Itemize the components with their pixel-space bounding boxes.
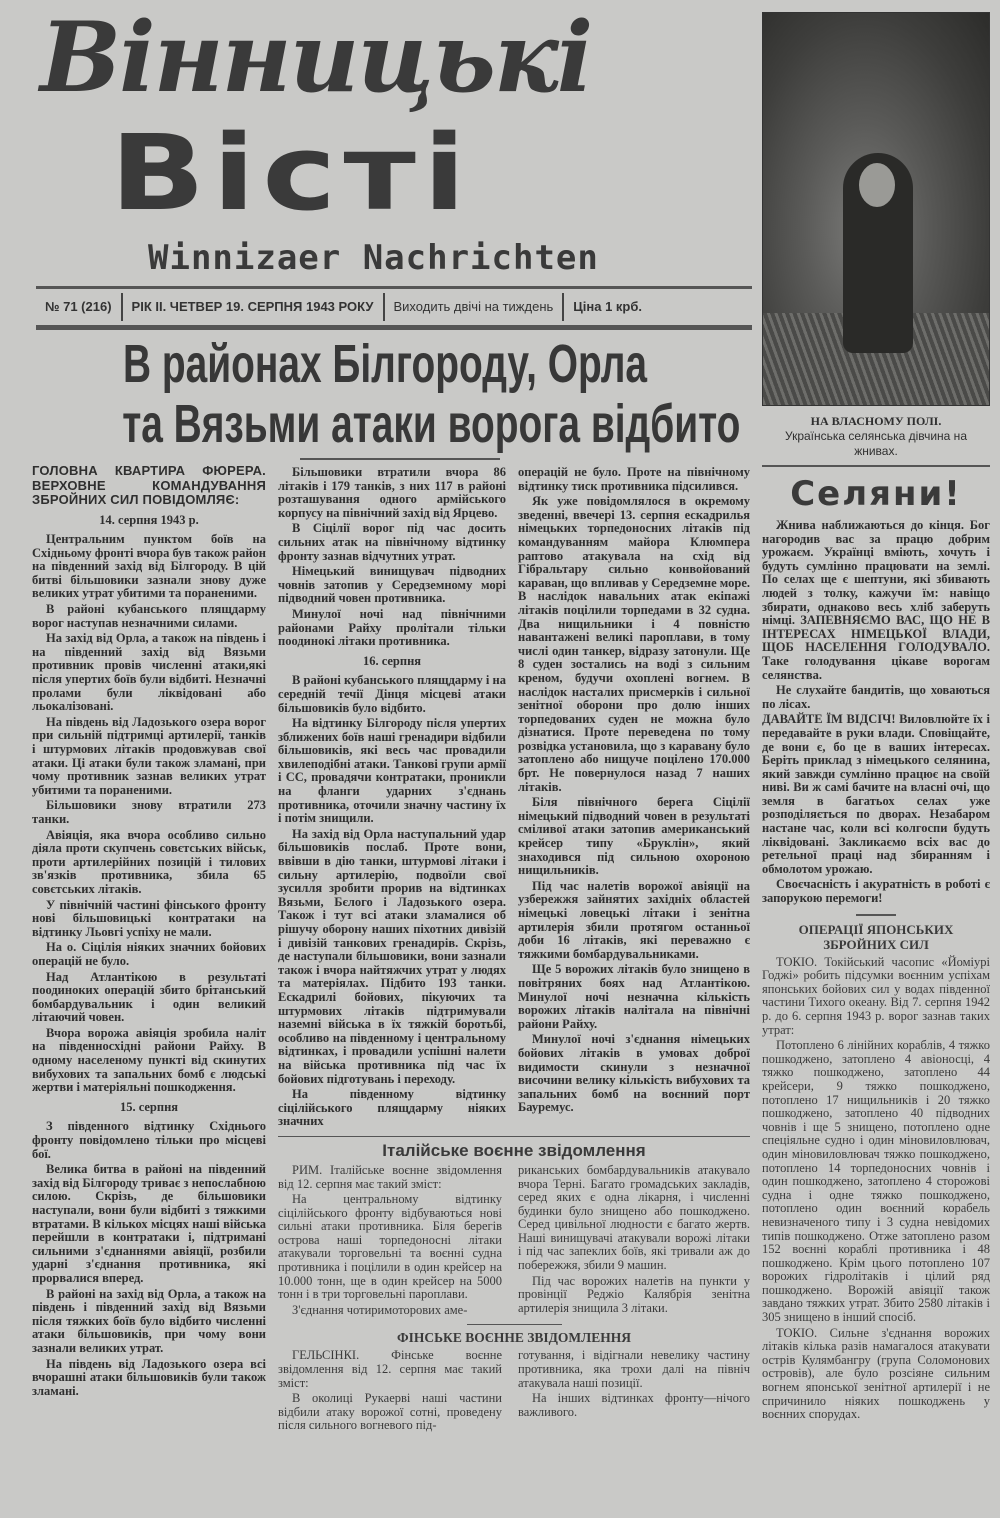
paragraph: Минулої ночі над північними районами Райху пролітали тільки поодинокі літаки противника. (278, 606, 506, 649)
appeal-divider (856, 914, 896, 916)
paragraph: На захід від Орла, а також на південь і на південний захід від Вязьми противник провів численні атаки,які після упертих боїв були відбиті. Незначні пролами були ліквідовані або льокалізовані. (32, 631, 266, 714)
paragraph: ГЕЛЬСІНКІ. Фінське воєнне звідомлення від 12. серпня має такий зміст: (278, 1348, 502, 1390)
paragraph: В Сіцілії ворог під час досить сильних атак на північному відтинку фронту зазнав відчутних утрат. (278, 521, 506, 563)
paragraph: На о. Сіцілія ніяких значних бойових операцій не було. (32, 940, 266, 968)
finnish-report-column-1 (278, 1349, 502, 1435)
issue-date: РІК II. ЧЕТВЕР 19. СЕРПНЯ 1943 РОКУ (123, 293, 385, 321)
paragraph: Велика битва в районі на південний захід від Білгороду триває з непослабною силою. Скрізь, де більшовики наступали, вони були відбиті з тяжкими втратами. В кількох місцях наші війська перейшли в контратаки і, підтримані сильними з'єднаннями авіяції, розбили ударні з'єднання противника, які прорвалися вперед. (32, 1162, 266, 1285)
paragraph: Біля північного берега Сіцілії німецький підводний човен в результаті сміливої атаки затопив американський крейсер типу «Бруклін», який знаходився під сильною охороною нищильників. (518, 795, 750, 878)
paragraph: Більшовики втратили вчора 86 літаків і 179 танків, з них 117 в районі розташування одного армійського корпусу на північний захід від Ярцево. (278, 465, 506, 520)
date-subheading: 15. серпня (119, 1099, 179, 1114)
paragraph: риканських бомбардувальників атакувало вчора Терні. Багато громадських закладів, серед яких є одна лікарня, і численні будинки було знищено або пошкоджено. Серед цивільної людности є багато жертв. Наші винищувачі атакували ворожі літаки і під час запеклих боїв, які тривали аж до побережжя, збили 9 машин. (518, 1162, 750, 1273)
date-subheading: 16. серпня (362, 653, 422, 668)
finnish-report-column-2 (518, 1349, 750, 1421)
paragraph: ДАВАЙТЕ ЇМ ВІДСІЧ! Виловлюйте їх і передавайте в руки влади. Сповіщайте, де вони є, бо це в ваших інтересах. Беріть приклад з німецького селянина, який завжди сумлінно працює на своїй ниві. Ви ж самі бачите на власні очі, що земля в багатьох селах уже розподіляється по дворах. Незабаром настане час, коли всі колгоспи будуть ліквідовані. Закликаємо всіх вас до ретельної праці над збиранням і обмолотом урожаю. (762, 712, 990, 876)
paragraph: Ще 5 ворожих літаків було знищено в повітряних боях над Атлантікою. Минулої ночі незначна кількість ворожих літаків налітала на північні райони Райху. (518, 962, 750, 1031)
paragraph: З південного відтинку Східнього фронту повідомлено тільки про місцеві бої. (32, 1119, 266, 1161)
paragraph: Німецький винищувач підводних човнів затопив у Середземному морі підводний човен противника. (278, 564, 506, 606)
paragraph: Під час налетів ворожої авіяції на узбережжя зайнятих західніх областей німецькі ловецькі літаки і зенітна артилерія збили протягом останньої доби 16 літаків, які переважно є тяжкими бомбардувальниками. (518, 878, 750, 961)
paragraph: Потоплено 6 лінійних кораблів, 4 тяжко пошкоджено, затоплено 4 авіоносці, 4 тяжко пошкоджено, затоплено 44 крейсери, 9 тяжко пошкоджено, потоплено 17 нищильників і 20 тяжко пошкоджено, затоплено 40 підводних човнів і ще 5 знищено, потоплено одне спеціяльне судно і один міновиловлювач, один міновиловлювач тяжко пошкоджено, потоплено 14 торпедоносних човнів і один пошкоджено, затоплено 4 сторожові судна і одне тяжко пошкоджено, потоплено один воєнний корабель невизначеного типу і 3 судна невідомих типів пошкоджено. Отже затоплено разом 152 воєнні кораблі противника і 48 пошкоджено. Крім цього потоплено 107 ворожих гідролітаків і цілий ряд пошкоджено. Ворожій авіяції також завдано тяжких утрат. Збито 2580 літаків і 305 знищено в інший спосіб. (762, 1038, 990, 1325)
paragraph: Жнива наближаються до кінця. Бог нагородив вас за працю добрим урожаєм. Українці вміють, хочуть і будуть сумлінно працювати на землі. По селах ще є шептуни, які збивають людей з толку, кажучи їм: навіщо збирати, однаково весь хліб заберуть німці. ЗАПЕВНЯЄМО ВАС, ЩО НЕ В ІНТЕРЕСАХ НІМЕЦЬКОЇ ВЛАДИ, ЩОБ НАСЕЛЕННЯ ГОЛОДУВАЛО. Таке голодування цікаве ворогам селянства. (762, 518, 990, 682)
paragraph: ТОКІО. Сильне з'єднання ворожих літаків кілька разів намагалося атакувати острів Кулямбангру (група Соломонових островів), але було розсіяне сильним вогнем японської зенітної артилерії і не спричинило ніяких пошкоджень у воєнних спорудах. (762, 1325, 990, 1422)
appeal-text (762, 519, 990, 908)
masthead-title-line2: Вісті (110, 112, 473, 234)
paragraph: Центральним пунктом боїв на Східньому фронті вчора був також район на південний захід від Білгороду. В цій битві більшовики зазнали знову дуже великих утрат убитими та пораненими. (32, 532, 266, 601)
issue-number: № 71 (216) (36, 293, 123, 321)
paragraph: Своєчасність і акуратність в роботі є запорукою перемоги! (762, 877, 990, 906)
paragraph: Під час ворожих налетів на пункти у провінції Реджіо Калябрія зенітна артилерія знищила 3 літаки. (518, 1273, 750, 1315)
photo-caption (762, 414, 990, 459)
paragraph: На південному відтинку сіцілійського плящдарму ніяких значних (278, 1087, 506, 1129)
finnish-report-body (278, 1349, 750, 1435)
headline-line1: В районах Білгороду, Орла (122, 334, 648, 394)
headline-line2: та Вязьми атаки ворога відбито (122, 394, 741, 454)
italian-report-title: Італійське воєнне звідомлення (382, 1140, 646, 1160)
finnish-report-title: ФІНСЬКЕ ВОЄННЕ ЗВІДОМЛЕННЯ (397, 1330, 631, 1346)
paragraph: На захід від Орла наступальний удар більшовиків послаб. Проте вони, ввівши в дію танки, штурмові літаки і сильну артилерію, подвоїли свої зусилля зробити прорив на відтинках Вязьми, Бєлого і Ладозького озера. Також і тут всі атаки зламалися об рішучу оборону наших піхотних дивізій і дивізій танкових гренадирів. Скрізь, де наступали більшовики, вони зазнали також і вчора найтяжчих утрат у людях та матеріялах. Підбито 193 танки. Ескадрилі бойових, пікуючих та штурмових літаків підтримували наземні війська в їх тяжкій боротьбі, особливо на південному і центральному відтинках, і провадили успішні налети на війська противника під час їх бойових підготувань і переходу. (278, 826, 506, 1086)
right-column (762, 12, 990, 1424)
date-subheading: 14. серпня 1943 р. (99, 512, 199, 527)
japan-report-text (762, 956, 990, 1424)
caption-divider (762, 465, 990, 467)
main-article-column-2 (278, 466, 506, 1131)
photo-caption-title: НА ВЛАСНОМУ ПОЛІ. (810, 414, 942, 428)
paragraph: На інших відтинках фронту—нічого важливого. (518, 1391, 750, 1419)
paragraph: На центральному відтинку сіцілійського фронту відбуваються нові сильні атаки противника. Біля берегів острова наші торпедоносні літаки атакували торговельні та воєнні судна противника і поцілили в один крейсер на 10.000 тонн, ще в один крейсер на 5000 тонн і в три торговельні пароплави. (278, 1192, 502, 1302)
paragraph: Більшовики знову втратили 273 танки. (32, 798, 266, 826)
masthead-german-subtitle: Winnizaer Nachrichten (148, 238, 599, 278)
article-lead: ГОЛОВНА КВАРТИРА ФЮРЕРА. ВЕРХОВНЕ КОМАНДУВАННЯ ЗБРОЙНИХ СИЛ ПОВІДОМЛЯЄ: (32, 463, 266, 507)
peasant-girl-head (859, 163, 895, 207)
issue-price: Ціна 1 крб. (573, 299, 643, 314)
paragraph: Як уже повідомлялося в окремому зведенні, ввечері 13. серпня ескадрилья німецьких торпедоносних літаків під командуванням майора Клюмпера раптово атакувала на схід від Гібральтару сильно конвойований караван, що впливав у Середземне море. В наслідок навальних атак екіпажі літаків поцілили торпедами в 32 судна. Два нищильники і 4 повністю навантажені великі пароплави, в тому числі один танкер, відразу затонули. Ще 8 суден зостались на воді з сильним креном, будучи охоплені вогнем. В наслідок насталих присмерків і сильної зенітної оборони про долю інших торпедованих суден не можна було дізнатися. Проте переведена по тому розвідка установила, що з каравану було затоплено або нищуче поцілено 170.000 брт. Не повернулося назад 7 наших літаків. (518, 494, 750, 794)
paragraph: Над Атлантікою в результаті поодиноких операцій збито брітанський бомбардувальник і один великий літаючий човен. (32, 969, 266, 1025)
issue-info-bar (36, 286, 752, 330)
paragraph: Минулої ночі з'єднання німецьких бойових літаків в умовах доброї видимости скинули з незначної височини велику кількість вибухових та запальних бомб на воєнний порт Бауремус. (518, 1032, 750, 1115)
paragraph: В районі кубанського плящдарму і на середній течії Дінця місцеві атаки більшовиків було відбито. (278, 673, 506, 715)
paragraph: В околиці Рукаерві наші частини відбили атаку ворожої сотні, проведену після сильного вогневого під- (278, 1391, 502, 1433)
issue-frequency: Виходить двічі на тиждень (385, 293, 565, 321)
paragraph: Не слухайте бандитів, що ховаються по лісах. (762, 683, 990, 711)
paragraph: ТОКІО. Токійський часопис «Йоміурі Годжі» робить підсумки воєнним успіхам японських бойових сил у водах південної частини Тихого океану. Від 7. серпня 1942 р. до 6. серпня 1943 р. ворог зазнав таких утрат: (762, 954, 990, 1037)
paragraph: операцій не було. Проте на північному відтинку тиск противника підсилився. (518, 465, 750, 493)
paragraph: готування, і відігнали невелику частину противника, яка трохи далі на північ атакувала наші позиції. (518, 1348, 750, 1390)
appeal-title: Селяни! (790, 474, 962, 514)
italian-report-body (278, 1164, 750, 1320)
short-divider (467, 1324, 562, 1325)
paragraph: На південь від Ладозького озера всі вчорашні атаки більшовиків були також зламані. (32, 1356, 266, 1398)
paragraph: Авіяція, яка вчора особливо сильно діяла проти скупчень совєтських військ, проти артилерійних позицій і тилових зв'язків противника, збила 65 совєтських літаків. (32, 827, 266, 896)
japan-report-title: ОПЕРАЦІЇ ЯПОНСЬКИХ ЗБРОЙНИХ СИЛ (798, 921, 954, 952)
italian-report-column-2 (518, 1164, 750, 1318)
headline-divider (300, 458, 500, 460)
harvest-photo (762, 12, 990, 406)
paragraph: На південь від Ладозького озера ворог при сильній підтримці артилерії, танків і штурмових літаків продовжував свої атаки. Ці атаки були також зламані, при чому противник зазнав великих утрат убитими та пораненими. (32, 714, 266, 797)
paragraph: На відтинку Білгороду після упертих зближених боїв наші гренадири відбили більшовиків, які весь час провадили хвилеподібні атаки. Танкові групи армії і СС, провадячи контратаки, проникли на фланги ударних з'єднань противника, оточили значну частину їх і потім знищили. (278, 716, 506, 826)
masthead-title-line1: Вінницькі (40, 1, 592, 114)
paragraph: У північній частині фінського фронту нові більшовицькі контратаки на відтинку Льовгі успіху не мали. (32, 897, 266, 939)
photo-caption-text: Українська селянська дівчина на жнивах. (785, 429, 967, 458)
paragraph: В районі на захід від Орла, а також на південь і південний захід від Вязьми після тяжких боїв було відбито численні атаки більшовиків, при чому вони зазнали великих утрат. (32, 1286, 266, 1355)
middle-area (278, 466, 750, 1435)
section-divider (278, 1136, 750, 1137)
italian-report-column-1 (278, 1164, 502, 1320)
paragraph: РИМ. Італійське воєнне звідомлення від 12. серпня має такий зміст: (278, 1162, 502, 1191)
main-headline (20, 334, 750, 454)
paragraph: З'єднання чотиримоторових аме- (292, 1302, 468, 1317)
paragraph: Вчора ворожа авіяція зробила наліт на південносхідні райони Райху. В одному населеному пункті від скинутих вибухових та запальних бомб є людські жертви і матеріяльні пошкодження. (32, 1025, 266, 1095)
main-article-column-1 (32, 464, 266, 1400)
paragraph: В районі кубанського плящдарму ворог наступав незначними силами. (32, 602, 266, 630)
main-article-column-3 (518, 466, 750, 1117)
main-article-continuation (278, 466, 750, 1131)
